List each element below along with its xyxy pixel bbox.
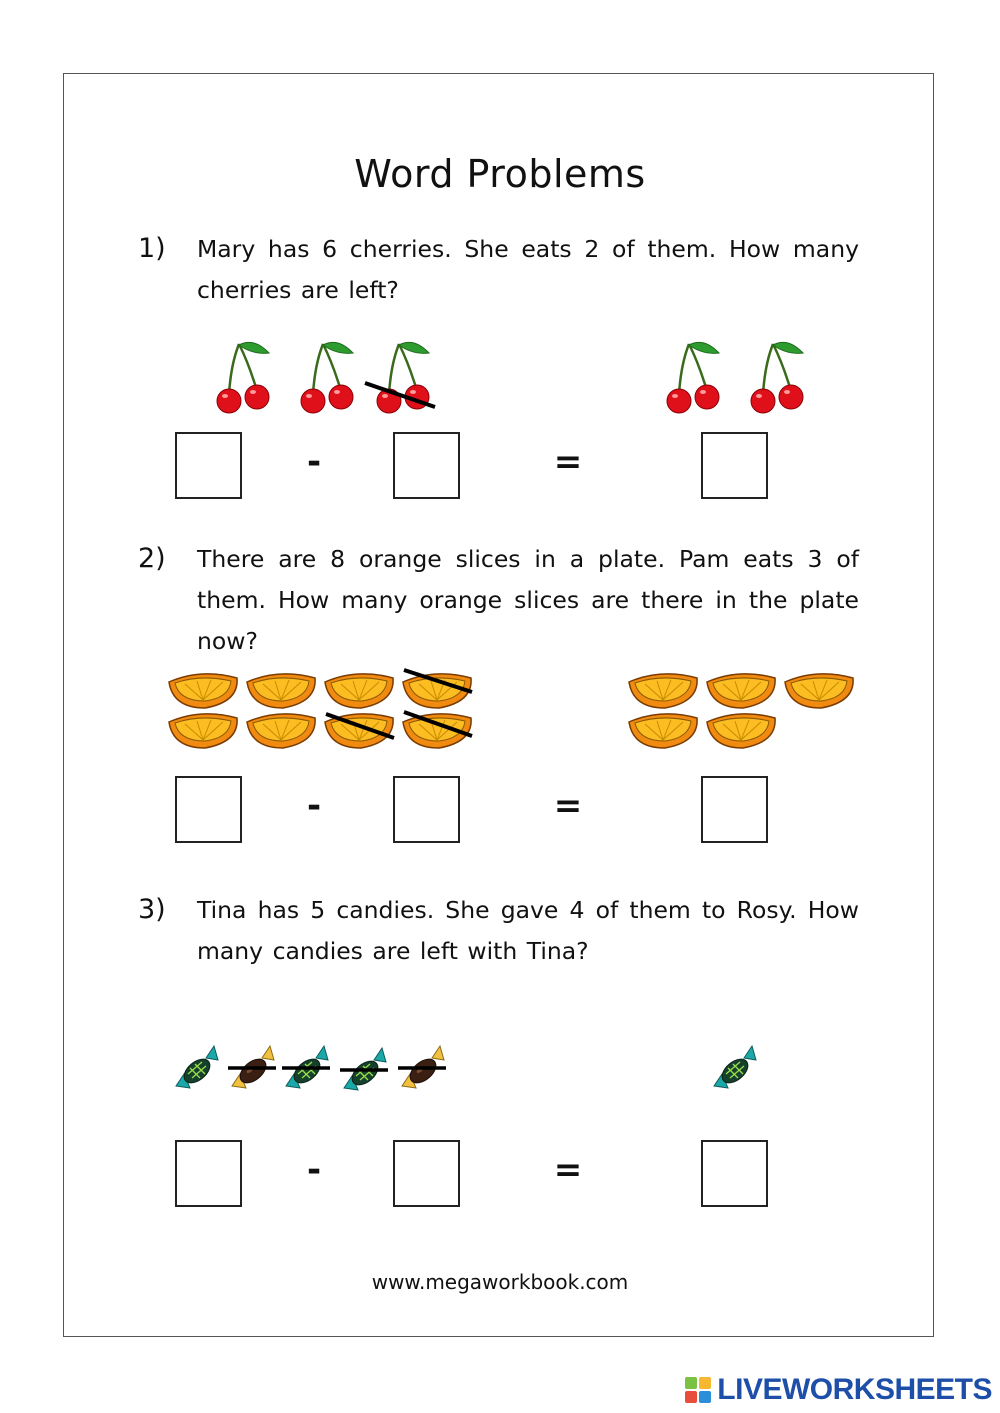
cherry-icon xyxy=(217,342,269,413)
problem-2-oranges-result xyxy=(620,662,860,757)
problem-2-answer-box-2[interactable] xyxy=(393,776,460,843)
footer-url: www.megaworkbook.com xyxy=(371,1270,629,1294)
orange-slice-icon xyxy=(629,714,697,748)
orange-slice-icon xyxy=(785,674,853,708)
orange-slice-icon xyxy=(169,674,237,708)
orange-slice-icon xyxy=(247,674,315,708)
problem-3-candies-result xyxy=(706,1040,766,1100)
liveworksheets-logo-icon xyxy=(685,1377,711,1403)
problem-1-answer-box-1[interactable] xyxy=(175,432,242,499)
cherry-icon xyxy=(751,342,803,413)
problem-2-number: 2) xyxy=(138,543,166,574)
problem-1-answer-box-3[interactable] xyxy=(701,432,768,499)
problem-2-answer-box-1[interactable] xyxy=(175,776,242,843)
page-title: Word Problems xyxy=(354,152,646,196)
problem-2-answer-box-3[interactable] xyxy=(701,776,768,843)
problem-3-number: 3) xyxy=(138,894,166,925)
problem-3-text: Tina has 5 candies. She gave 4 of them to Rosy. How many candies are left with Tina? xyxy=(197,896,859,965)
orange-slice-icon xyxy=(325,674,393,708)
problem-1-cherries-start xyxy=(205,335,445,420)
problem-1-text: Mary has 6 cherries. She eats 2 of them. How many cherries are left? xyxy=(197,235,859,304)
candy-icon xyxy=(714,1046,756,1088)
problem-1-equals-sign: = xyxy=(553,442,583,482)
problem-3-candies-start xyxy=(168,1040,458,1100)
problem-3-answer-box-1[interactable] xyxy=(175,1140,242,1207)
orange-slice-icon xyxy=(169,714,237,748)
cherry-icon xyxy=(301,342,353,413)
liveworksheets-brand xyxy=(685,1372,992,1408)
orange-slice-icon xyxy=(629,674,697,708)
problem-3-minus-sign: - xyxy=(306,1150,322,1190)
problem-2-oranges-start xyxy=(160,662,480,757)
problem-3-equals-sign: = xyxy=(553,1150,583,1190)
problem-3-answer-box-2[interactable] xyxy=(393,1140,460,1207)
orange-slice-icon xyxy=(247,714,315,748)
problem-1-answer-box-2[interactable] xyxy=(393,432,460,499)
cherry-icon xyxy=(667,342,719,413)
problem-2-minus-sign: - xyxy=(306,786,322,826)
brand-name: LIVEWORKSHEETS xyxy=(717,1373,992,1406)
problem-1-minus-sign: - xyxy=(306,442,322,482)
orange-slice-icon xyxy=(707,714,775,748)
problem-2-text: There are 8 orange slices in a plate. Pam eats 3 of them. How many orange slices are there in the plate now? xyxy=(197,545,859,655)
orange-slice-icon xyxy=(707,674,775,708)
problem-1-cherries-result xyxy=(655,335,815,420)
problem-3-answer-box-3[interactable] xyxy=(701,1140,768,1207)
candy-icon xyxy=(176,1046,218,1088)
problem-1-number: 1) xyxy=(138,233,166,264)
problem-2-equals-sign: = xyxy=(553,786,583,826)
